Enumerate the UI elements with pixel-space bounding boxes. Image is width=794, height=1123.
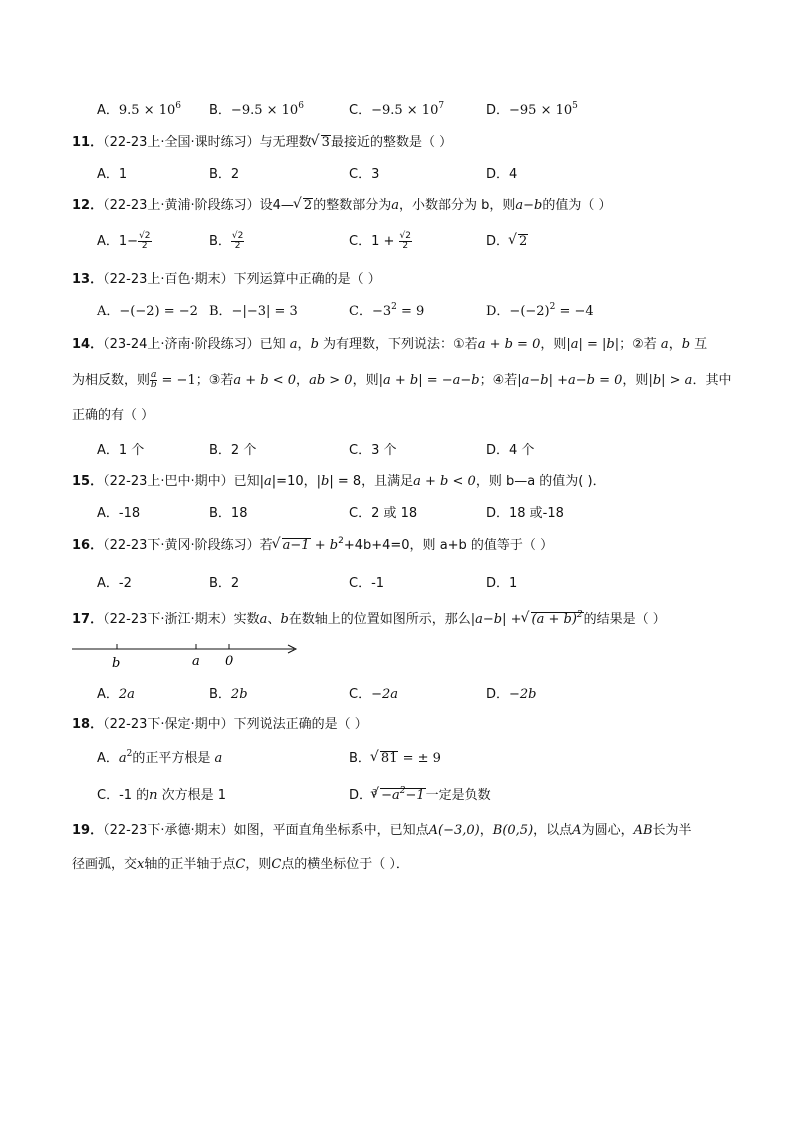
- q15-options: [97, 504, 737, 526]
- q14-stem-line2: 为相反数，则 $\frac{a}{b}$ = −1；③若a + b < 0，ab > 0，则|a + b| = −a−b；④若|a−b| +a−b = 0，则|b| > a．其中: [72, 370, 732, 390]
- q11-option-d[interactable]: D．4: [486, 167, 518, 182]
- q15-option-b[interactable]: B．18: [209, 506, 248, 521]
- q17-option-b[interactable]: B．2b: [209, 687, 248, 702]
- q17-option-c[interactable]: C．−2a: [349, 687, 398, 702]
- q12-option-a[interactable]: A．1− $\frac{√2}{2}$: [97, 231, 151, 251]
- q17-stem: 17．（22-23下·浙江·期末）实数a、b在数轴上的位置如图所示，那么|a−b| +√ $(a + b)^2$的结果是（ ）: [72, 611, 732, 629]
- q18-option-a[interactable]: A．$a^2$的正平方根是 a: [97, 749, 223, 766]
- q19-stem-line1: 19．（22-23下·承德·期末）如图，平面直角坐标系中，已知点A(−3,0)，B(0,5)，以点A为圆心，AB长为半: [72, 823, 692, 838]
- q12-option-c[interactable]: C．1 + $\frac{√2}{2}$: [349, 231, 411, 251]
- q19-stem-line2: 径画弧，交x轴的正半轴于点C，则C点的横坐标位于（ ）．: [72, 857, 409, 872]
- q14-option-b[interactable]: B．2 个: [209, 443, 257, 458]
- q18-option-d[interactable]: D．$^3√ -a^2-1$一定是负数: [349, 786, 491, 806]
- q17-options: [97, 685, 737, 707]
- q12-stem: 12．（22-23上·黄浦·阶段练习）设4—√ 2的整数部分为a，小数部分为 b，则a−b的值为（ ）: [72, 197, 732, 215]
- q17-option-d[interactable]: D．−2b: [486, 687, 537, 702]
- q18-option-c[interactable]: C．-1 的n 次方根是 1: [97, 788, 227, 803]
- q10-options: [97, 101, 737, 123]
- q14-stem-line1: 14．（23-24上·济南·阶段练习）已知 a，b 为有理数，下列说法：①若a + b = 0，则|a| = |b|；②若 a，b 互: [72, 337, 708, 352]
- q11-option-a[interactable]: A．1: [97, 167, 128, 182]
- q14-option-d[interactable]: D．4 个: [486, 443, 535, 458]
- q13-options: [97, 302, 737, 324]
- axis-label-a: a: [192, 654, 200, 669]
- q16-option-b[interactable]: B．2: [209, 576, 240, 591]
- q16-option-d[interactable]: D．1: [486, 576, 518, 591]
- q14-option-a[interactable]: A．1 个: [97, 443, 145, 458]
- q10-option-c[interactable]: C．$-9.5 \times 10^7$: [349, 101, 445, 118]
- q16-option-a[interactable]: A．-2: [97, 576, 132, 591]
- q12-option-b[interactable]: B． $\frac{√2}{2}$: [209, 231, 244, 251]
- axis-label-b: b: [112, 656, 121, 671]
- q16-options: [97, 574, 737, 596]
- q11-options: [97, 165, 737, 187]
- q11-option-b[interactable]: B．2: [209, 167, 240, 182]
- q14-options: [97, 441, 737, 463]
- number-line: [68, 638, 302, 672]
- q15-stem: 15．（22-23上·巴中·期中）已知|a|=10，|b| = 8，且满足a + b < 0，则 b—a 的值为( )．: [72, 474, 606, 489]
- q17-option-a[interactable]: A．2a: [97, 687, 135, 702]
- axis-label-zero: 0: [225, 654, 234, 669]
- q10-option-b[interactable]: B．$-9.5 \times 10^6$: [209, 101, 304, 118]
- q14-option-c[interactable]: C．3 个: [349, 443, 397, 458]
- q15-option-d[interactable]: D．18 或-18: [486, 506, 564, 521]
- q11-option-c[interactable]: C．3: [349, 167, 380, 182]
- q16-stem: 16．（22-23下·黄冈·阶段练习）若√ $a-1 + b^2+4b+4=0$，则 a+b 的值等于（ ）: [72, 537, 732, 555]
- q12-option-d[interactable]: D．√ 2: [486, 232, 528, 252]
- q18-options-row1: [97, 749, 737, 771]
- q18-stem: 18．（22-23下·保定·期中）下列说法正确的是（ ）: [72, 717, 368, 732]
- q15-option-c[interactable]: C．2 或 18: [349, 506, 418, 521]
- q16-option-c[interactable]: C．-1: [349, 576, 385, 591]
- q18-option-b[interactable]: B．√ 81 = ± 9: [349, 749, 441, 769]
- q13-option-d[interactable]: D．$-(-2)^2 = -4$: [486, 302, 594, 319]
- q15-option-a[interactable]: A．-18: [97, 506, 141, 521]
- q10-option-d[interactable]: D．$-95 \times 10^5$: [486, 101, 578, 118]
- q13-option-b[interactable]: B．−|−3| = 3: [209, 304, 298, 319]
- q18-options-row2: [97, 786, 737, 808]
- q13-option-c[interactable]: C．$-3^2 = 9$: [349, 302, 425, 319]
- q13-option-a[interactable]: A．−(−2) = −2: [97, 304, 198, 319]
- q10-option-a[interactable]: A．$9.5 \times 10^6$: [97, 101, 182, 118]
- q12-options: [97, 232, 737, 254]
- q14-stem-line3: 正确的有（ ）: [72, 408, 155, 423]
- q13-stem: 13．（22-23上·百色·期末）下列运算中正确的是（ ）: [72, 272, 381, 287]
- q11-stem: 11．（22-23上·全国·课时练习）与无理数√ 3最接近的整数是（ ）: [72, 134, 732, 152]
